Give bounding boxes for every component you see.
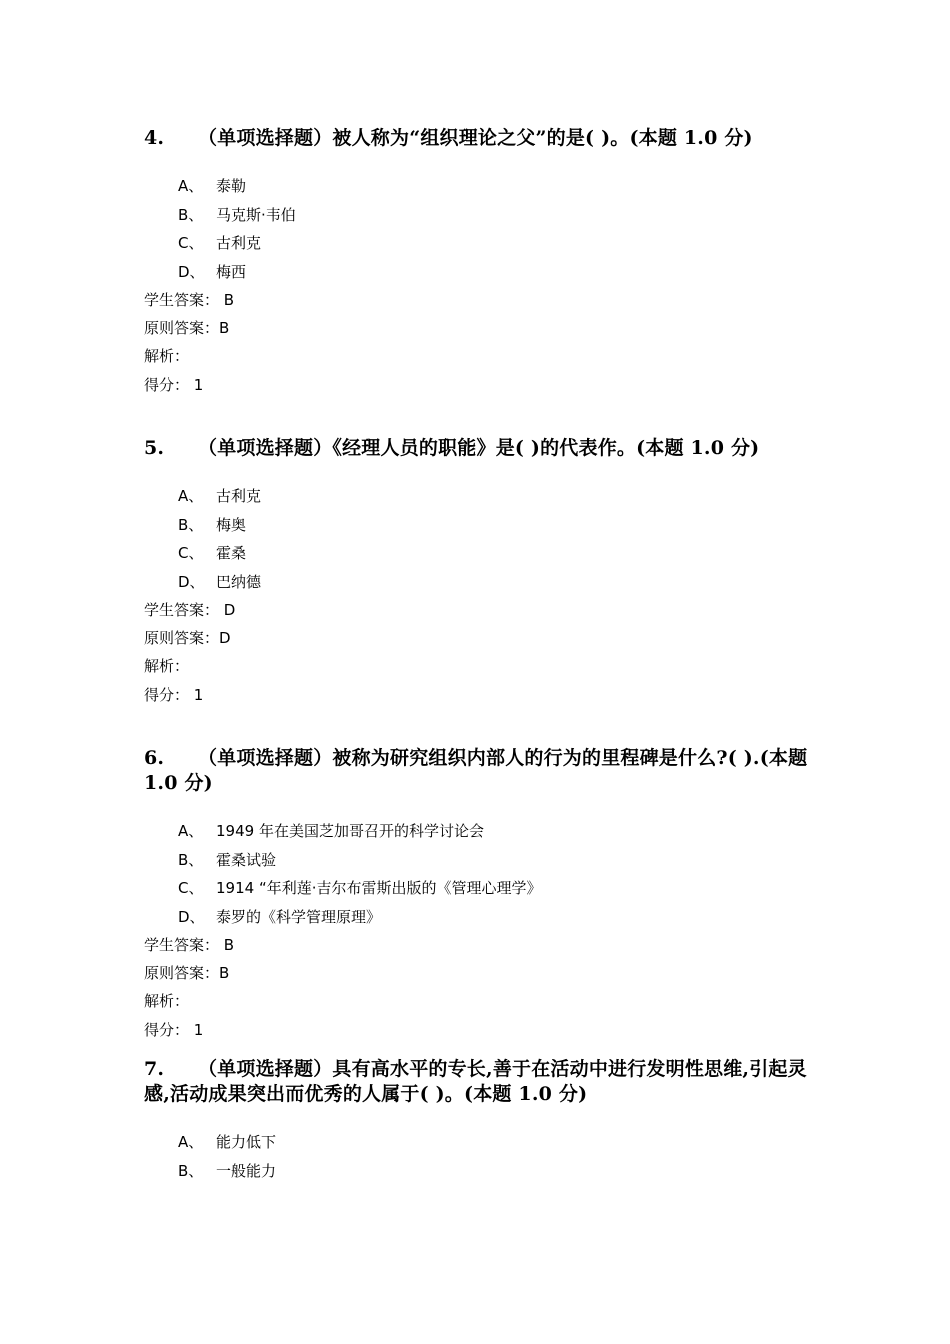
question-number: 7. (144, 1058, 165, 1080)
question-7 (144, 1057, 824, 1185)
option-text: 泰勒 (216, 177, 247, 195)
option-letter: C、 (178, 879, 204, 897)
standard-answer: 原则答案：B (144, 964, 230, 983)
option-b (144, 511, 824, 540)
score: 得分： 1 (144, 375, 204, 394)
option-letter: A、 (178, 822, 204, 840)
option-letter: A、 (178, 487, 204, 505)
option-d (144, 903, 824, 932)
standard-answer: 原则答案：B (144, 319, 230, 338)
option-letter: D、 (178, 907, 205, 926)
option-text: 1949 年在美国芝加哥召开的科学讨论会 (216, 822, 484, 840)
option-letter: A、 (178, 1133, 204, 1151)
option-text: 古利克 (216, 487, 262, 505)
standard-answer: 原则答案：D (144, 629, 231, 648)
question-title (144, 126, 824, 151)
option-a (144, 172, 824, 201)
option-text: 一般能力 (216, 1161, 277, 1180)
question-6 (144, 746, 824, 1044)
option-letter: B、 (178, 205, 204, 224)
question-text: （单项选择题）《经理人员的职能》是( )的代表作。(本题 1.0 分) (198, 437, 760, 459)
score: 得分： 1 (144, 1020, 204, 1039)
question-text: （单项选择题）具有高水平的专长,善于在活动中进行发明性思维,引起灵感,活动成果突出而优秀的人属于( )。(本题 1.0 分) (144, 1058, 807, 1105)
student-answer: 学生答案： B (144, 936, 235, 954)
option-text: 泰罗的《科学管理原理》 (216, 907, 382, 926)
question-title (144, 746, 824, 796)
option-letter: B、 (178, 515, 204, 534)
option-b (144, 846, 824, 875)
option-c (144, 229, 824, 258)
option-text: 霍桑试验 (216, 850, 277, 869)
option-text: 梅西 (216, 262, 247, 281)
student-answer: 学生答案： D (144, 601, 236, 619)
question-text: （单项选择题）被称为研究组织内部人的行为的里程碑是什么?( ).(本题 1.0 分) (144, 747, 808, 794)
option-a (144, 482, 824, 511)
option-list (144, 482, 824, 596)
option-letter: B、 (178, 1161, 204, 1180)
question-number: 5. (144, 437, 165, 459)
option-b (144, 201, 824, 230)
option-text: 马克斯·韦伯 (216, 205, 296, 224)
option-text: 古利克 (216, 234, 262, 252)
option-list (144, 172, 824, 286)
option-list (144, 1128, 824, 1185)
student-answer: 学生答案： B (144, 291, 235, 309)
option-letter: C、 (178, 544, 204, 562)
option-c (144, 874, 824, 903)
question-text: （单项选择题）被人称为“组织理论之父”的是( )。(本题 1.0 分) (198, 127, 753, 149)
question-number: 4. (144, 127, 165, 149)
analysis-label: 解析： (144, 347, 190, 366)
option-a (144, 1128, 824, 1157)
option-d (144, 258, 824, 287)
option-letter: B、 (178, 850, 204, 869)
analysis-label: 解析： (144, 992, 190, 1011)
option-letter: C、 (178, 234, 204, 252)
question-title (144, 436, 824, 461)
question-5 (144, 436, 824, 709)
question-title (144, 1057, 824, 1107)
option-c (144, 539, 824, 568)
question-4 (144, 126, 824, 399)
option-text: 霍桑 (216, 544, 247, 562)
option-b (144, 1157, 824, 1186)
option-text: 1914 “年利莲·吉尔布雷斯出版的《管理心理学》 (216, 879, 542, 897)
option-text: 巴纳德 (216, 572, 262, 591)
option-letter: D、 (178, 262, 205, 281)
option-letter: D、 (178, 572, 205, 591)
option-letter: A、 (178, 177, 204, 195)
option-d (144, 568, 824, 597)
option-text: 梅奥 (216, 515, 247, 534)
option-a (144, 817, 824, 846)
option-list (144, 817, 824, 931)
score: 得分： 1 (144, 685, 204, 704)
analysis-label: 解析： (144, 657, 190, 676)
question-number: 6. (144, 747, 165, 769)
option-text: 能力低下 (216, 1133, 277, 1151)
